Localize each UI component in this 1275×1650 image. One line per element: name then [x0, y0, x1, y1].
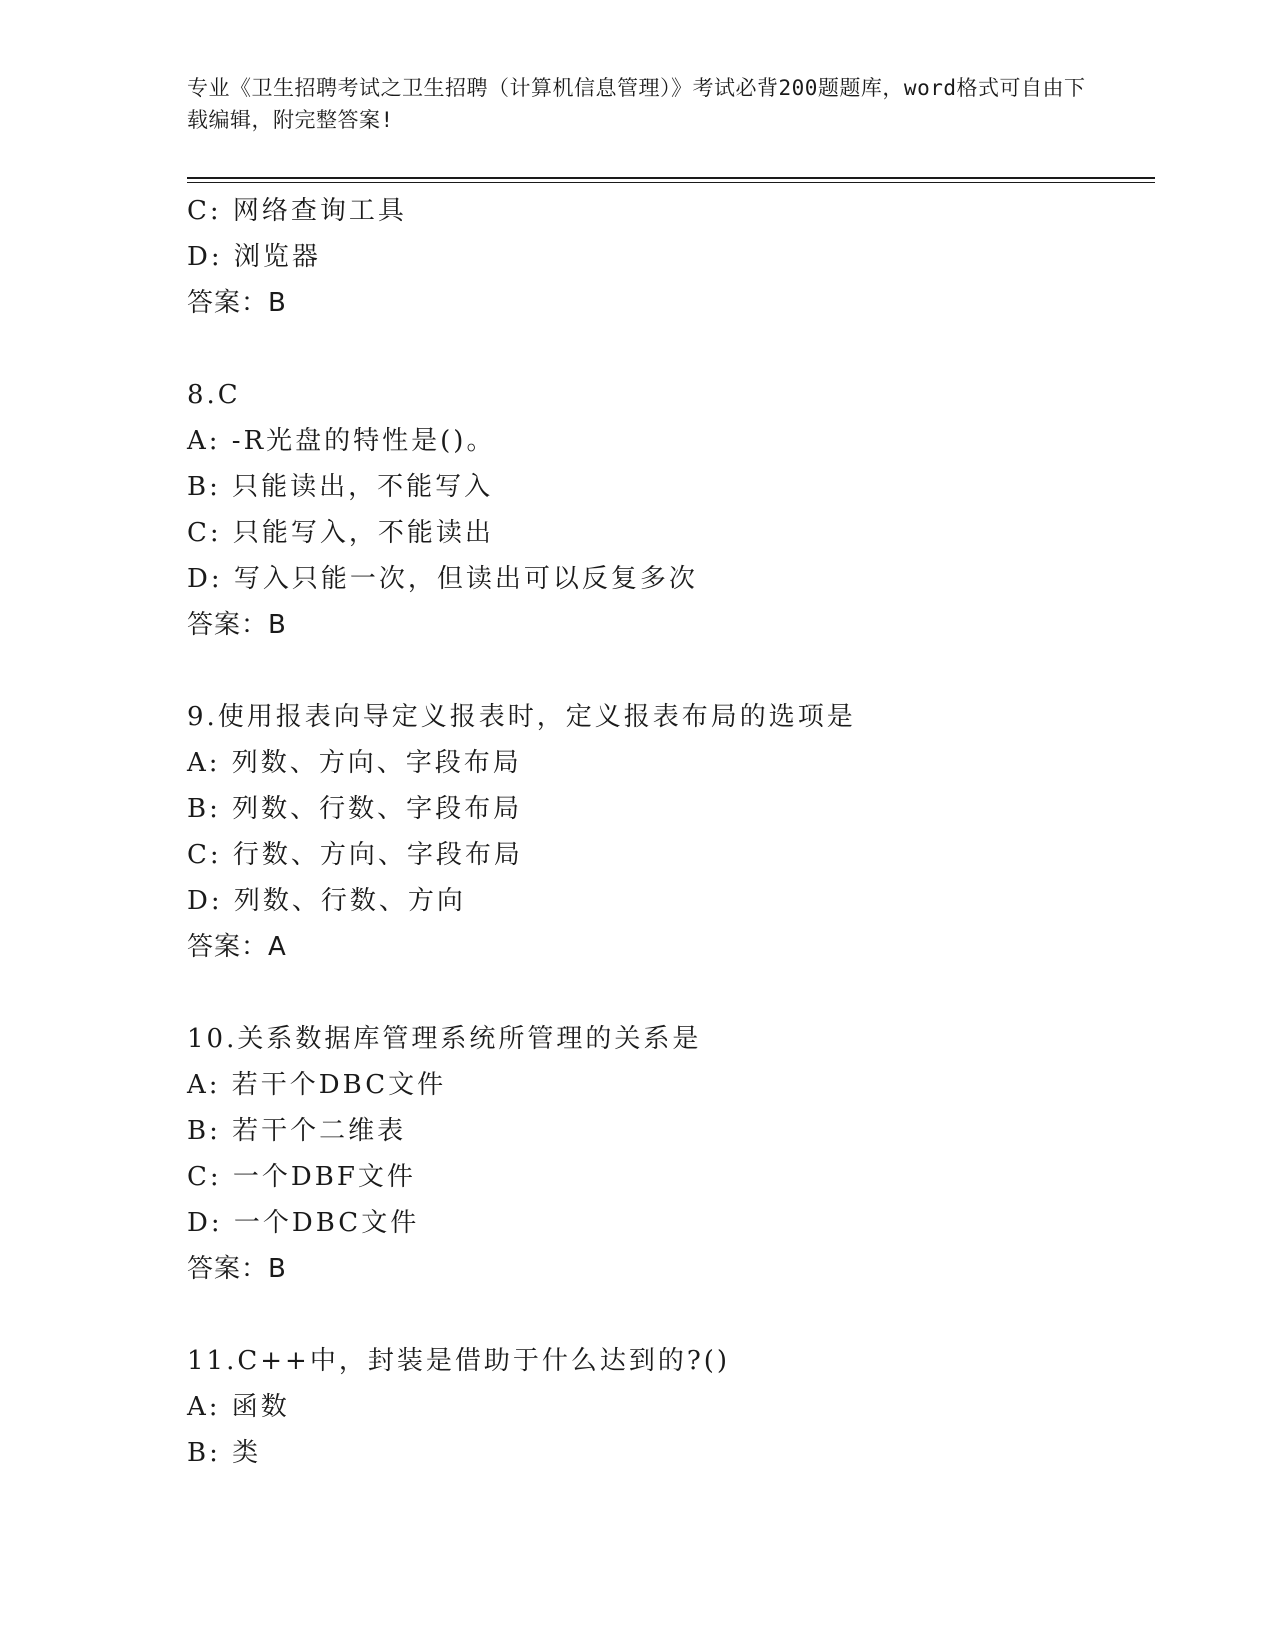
question-block — [187, 1016, 1155, 1292]
option-line: C: 网络查询工具 — [187, 196, 407, 226]
answer-line: 答案：B — [187, 610, 287, 640]
option-line: B: 列数、行数、字段布局 — [187, 794, 523, 824]
question-title: 11.C++中，封装是借助于什么达到的?() — [187, 1346, 731, 1376]
option-line: A: -R光盘的特性是()。 — [187, 426, 496, 456]
option-line: B: 只能读出，不能写入 — [187, 472, 494, 502]
question-content — [187, 188, 1155, 1476]
option-line: D: 列数、行数、方向 — [187, 886, 466, 916]
block-spacer — [187, 648, 1155, 694]
block-spacer — [187, 970, 1155, 1016]
option-line: C: 只能写入，不能读出 — [187, 518, 494, 548]
question-block — [187, 694, 1155, 970]
header-rule-thin — [187, 182, 1155, 183]
option-line: D: 写入只能一次，但读出可以反复多次 — [187, 564, 698, 594]
answer-line: 答案：B — [187, 1254, 287, 1284]
option-line: A: 若干个DBC文件 — [187, 1070, 447, 1100]
block-spacer — [187, 326, 1155, 372]
question-title: 8.C — [187, 380, 241, 410]
option-line: D: 一个DBC文件 — [187, 1208, 420, 1238]
answer-line: 答案：A — [187, 932, 287, 962]
answer-line: 答案：B — [187, 288, 287, 318]
option-line: C: 一个DBF文件 — [187, 1162, 416, 1192]
question-block — [187, 1338, 1155, 1476]
option-line: D: 浏览器 — [187, 242, 321, 272]
option-line: A: 列数、方向、字段布局 — [187, 748, 522, 778]
question-block — [187, 188, 1155, 326]
question-title: 9.使用报表向导定义报表时，定义报表布局的选项是 — [187, 702, 856, 732]
header-rule-thick — [187, 177, 1155, 179]
document-header: 专业《卫生招聘考试之卫生招聘（计算机信息管理）》考试必背200题题库，word格式可自由下载编辑，附完整答案! — [187, 76, 1086, 132]
option-line: B: 类 — [187, 1438, 262, 1468]
option-line: B: 若干个二维表 — [187, 1116, 407, 1146]
block-spacer — [187, 1292, 1155, 1338]
question-title: 10.关系数据库管理系统所管理的关系是 — [187, 1024, 702, 1054]
question-block — [187, 372, 1155, 648]
option-line: A: 函数 — [187, 1392, 290, 1422]
option-line: C: 行数、方向、字段布局 — [187, 840, 523, 870]
